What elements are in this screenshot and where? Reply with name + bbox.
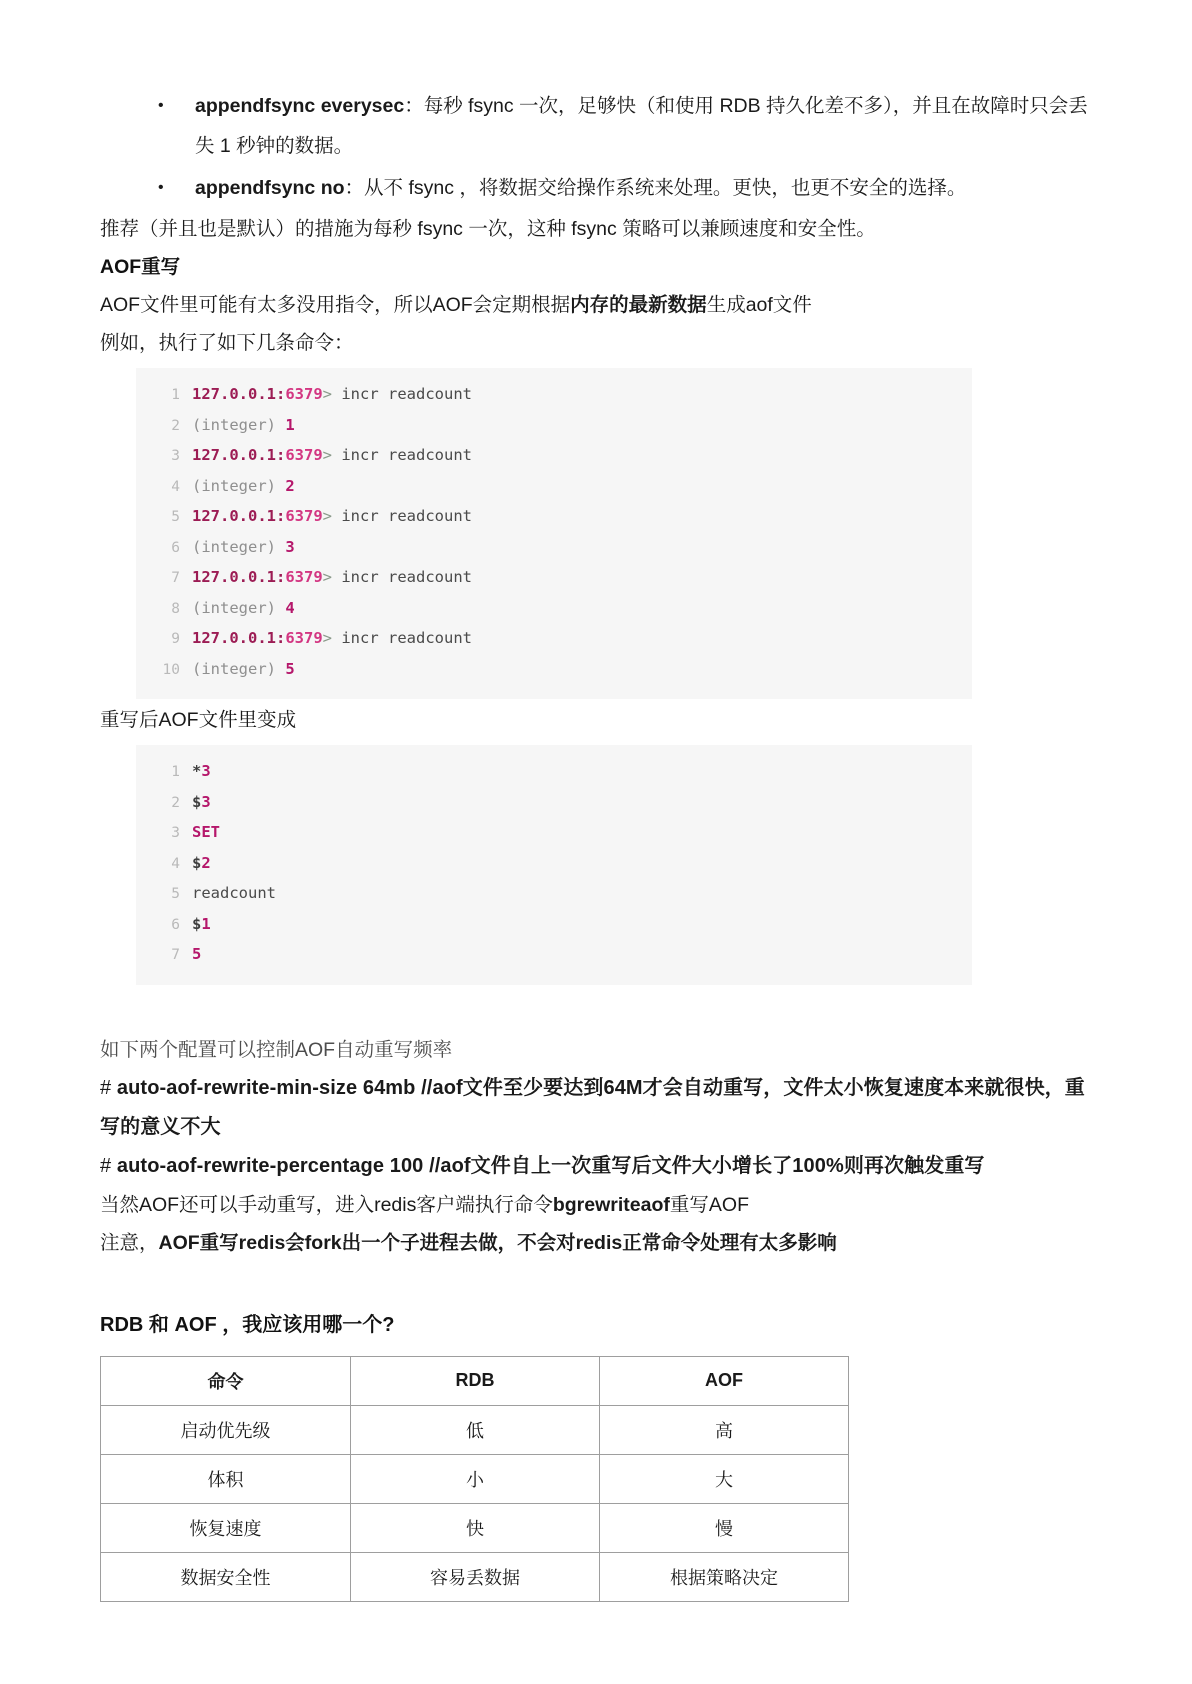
code-symbol: $: [192, 914, 202, 933]
code-line: [136, 757, 972, 788]
table-cell: 数据安全性: [101, 1552, 351, 1601]
line-number: 8: [171, 600, 180, 617]
code-port: 6379: [285, 507, 323, 525]
table-row: [101, 1552, 849, 1601]
code-block-redis-cli: [136, 368, 972, 699]
bullet-dot-icon: •: [158, 97, 164, 114]
config-line-min-size: [100, 1069, 1092, 1147]
code-line: [136, 441, 972, 472]
code-line: [136, 818, 972, 849]
code-line: [136, 624, 972, 655]
after-rewrite-label: 重写后AOF文件里变成: [100, 709, 297, 731]
code-line: [136, 788, 972, 819]
manual-rewrite-note: [100, 1186, 1092, 1224]
code-integer-label: (integer): [192, 476, 276, 495]
bullet-description: ：每秒 fsync 一次，足够快（和使用 RDB 持久化差不多），并且在故障时只会丢失 1 秒钟的数据。: [195, 95, 1088, 157]
code-integer-label: (integer): [192, 598, 276, 617]
code-command: incr readcount: [332, 568, 472, 586]
manual-rewrite-part1: 当然AOF还可以手动重写，进入redis客户端执行命令: [100, 1193, 553, 1216]
line-number: 5: [171, 886, 180, 902]
code-command: incr readcount: [332, 385, 472, 403]
table-cell: 根据策略决定: [600, 1552, 849, 1601]
aof-desc-emphasis: 内存的最新数据: [570, 294, 707, 316]
config-intro: 如下两个配置可以控制AOF自动重写频率: [100, 1038, 453, 1061]
table-cell: 慢: [600, 1503, 849, 1552]
code-symbol: $: [192, 853, 202, 872]
fork-notice: [100, 1224, 1092, 1262]
code-colon: :: [276, 507, 286, 525]
table-cell: 快: [351, 1503, 600, 1552]
code-command: incr readcount: [332, 629, 472, 647]
line-number: 10: [162, 661, 180, 678]
line-number: 4: [171, 478, 180, 495]
config-text: auto-aof-rewrite-percentage 100 //aof文件自上一次重写后文件大小增长了100%则再次触发重写: [116, 1154, 985, 1177]
code-line: [136, 472, 972, 503]
column-header-command: 命令: [101, 1356, 351, 1405]
list-item: [100, 168, 1092, 208]
table-cell: 体积: [101, 1454, 351, 1503]
line-number: 1: [171, 387, 180, 403]
code-colon: :: [276, 446, 286, 464]
table-row: [101, 1454, 849, 1503]
code-line: [136, 879, 972, 910]
code-colon: :: [276, 629, 286, 647]
code-integer-label: (integer): [192, 659, 276, 678]
recommendation-paragraph: 推荐（并且也是默认）的措施为每秒 fsync 一次，这种 fsync 策略可以兼顾速度和安全性。: [100, 218, 876, 240]
code-plain: readcount: [192, 884, 276, 902]
code-prompt-arrow: >: [322, 629, 333, 647]
code-symbol: *: [192, 762, 202, 780]
code-integer-value: 2: [285, 476, 295, 495]
code-port: 6379: [285, 446, 323, 464]
aof-desc-part1: AOF文件里可能有太多没用指令，所以AOF会定期根据: [100, 294, 571, 316]
spacer: [100, 985, 1092, 1031]
column-header-aof: AOF: [600, 1356, 849, 1405]
code-line: [136, 563, 972, 594]
code-line: [136, 594, 972, 625]
aof-rewrite-description: [100, 286, 1092, 324]
code-line: [136, 940, 972, 971]
code-line: [136, 411, 972, 442]
notice-prefix: 注意，: [100, 1231, 159, 1254]
config-hash: #: [100, 1076, 117, 1099]
code-number: 2: [201, 853, 211, 872]
code-number: 1: [201, 914, 211, 933]
notice-body: AOF重写redis会fork出一个子进程去做，不会对redis正常命令处理有太多影响: [158, 1231, 837, 1254]
code-prompt-arrow: >: [322, 507, 333, 525]
line-number: 2: [171, 794, 180, 811]
code-host: 127.0.0.1: [192, 385, 276, 403]
line-number: 7: [171, 570, 180, 586]
code-line: [136, 380, 972, 411]
config-line-percentage: [100, 1147, 1092, 1186]
table-cell: 启动优先级: [101, 1405, 351, 1454]
table-cell: 恢复速度: [101, 1503, 351, 1552]
code-host: 127.0.0.1: [192, 629, 276, 647]
bullet-term: appendfsync no: [195, 177, 345, 199]
table-row: [101, 1405, 849, 1454]
example-intro: 例如，执行了如下几条命令：: [100, 332, 354, 354]
code-command: incr readcount: [332, 446, 472, 464]
code-integer-label: (integer): [192, 415, 276, 434]
code-line: [136, 533, 972, 564]
config-text: auto-aof-rewrite-min-size 64mb //aof文件至少要达到64M才会自动重写，文件太小恢复速度本来就很快，重写的意义不大: [100, 1076, 1085, 1138]
code-number: 3: [201, 762, 211, 780]
code-symbol: $: [192, 792, 202, 811]
code-number: 5: [192, 945, 202, 963]
code-command: incr readcount: [332, 507, 472, 525]
line-number: 9: [171, 631, 180, 647]
code-line: [136, 502, 972, 533]
code-prompt-arrow: >: [322, 568, 333, 586]
code-colon: :: [276, 385, 286, 403]
bullet-description: ：从不 fsync ，将数据交给操作系统来处理。更快，也更不安全的选择。: [344, 177, 967, 199]
code-host: 127.0.0.1: [192, 507, 276, 525]
code-line: [136, 655, 972, 686]
line-number: 3: [171, 448, 180, 464]
comparison-title: RDB 和 AOF ，我应该用哪一个?: [100, 1313, 395, 1336]
code-port: 6379: [285, 568, 323, 586]
list-item: [100, 86, 1092, 166]
line-number: 7: [171, 947, 180, 963]
manual-rewrite-part2: 重写AOF: [669, 1193, 749, 1216]
code-keyword: SET: [192, 823, 220, 841]
line-number: 2: [171, 417, 180, 434]
column-header-rdb: RDB: [351, 1356, 600, 1405]
config-hash: #: [100, 1154, 117, 1177]
appendfsync-bullet-list: [100, 86, 1092, 208]
code-integer-value: 4: [285, 598, 295, 617]
code-integer-value: 5: [285, 659, 295, 678]
bullet-term: appendfsync everysec: [195, 95, 405, 117]
code-integer-value: 1: [285, 415, 295, 434]
line-number: 1: [171, 764, 180, 780]
code-prompt-arrow: >: [322, 446, 333, 464]
code-number: 3: [201, 792, 211, 811]
line-number: 6: [171, 916, 180, 933]
table-row: [101, 1503, 849, 1552]
table-cell: 高: [600, 1405, 849, 1454]
code-line: [136, 849, 972, 880]
table-cell: 低: [351, 1405, 600, 1454]
code-line: [136, 910, 972, 941]
aof-rewrite-heading: AOF重写: [100, 256, 181, 278]
table-cell: 容易丢数据: [351, 1552, 600, 1601]
line-number: 4: [171, 855, 180, 872]
spacer: [100, 1262, 1092, 1308]
code-prompt-arrow: >: [322, 385, 333, 403]
table-cell: 小: [351, 1454, 600, 1503]
rdb-aof-comparison-table: [100, 1356, 849, 1602]
table-header-row: [101, 1356, 849, 1405]
code-port: 6379: [285, 385, 323, 403]
code-host: 127.0.0.1: [192, 446, 276, 464]
line-number: 6: [171, 539, 180, 556]
aof-desc-part2: 生成aof文件: [706, 294, 812, 316]
line-number: 3: [171, 825, 180, 841]
table-cell: 大: [600, 1454, 849, 1503]
code-colon: :: [276, 568, 286, 586]
code-integer-value: 3: [285, 537, 295, 556]
code-host: 127.0.0.1: [192, 568, 276, 586]
code-integer-label: (integer): [192, 537, 276, 556]
code-port: 6379: [285, 629, 323, 647]
bullet-dot-icon: •: [158, 179, 164, 196]
line-number: 5: [171, 509, 180, 525]
manual-rewrite-command: bgrewriteaof: [552, 1193, 670, 1216]
code-block-aof-file: [136, 745, 972, 985]
